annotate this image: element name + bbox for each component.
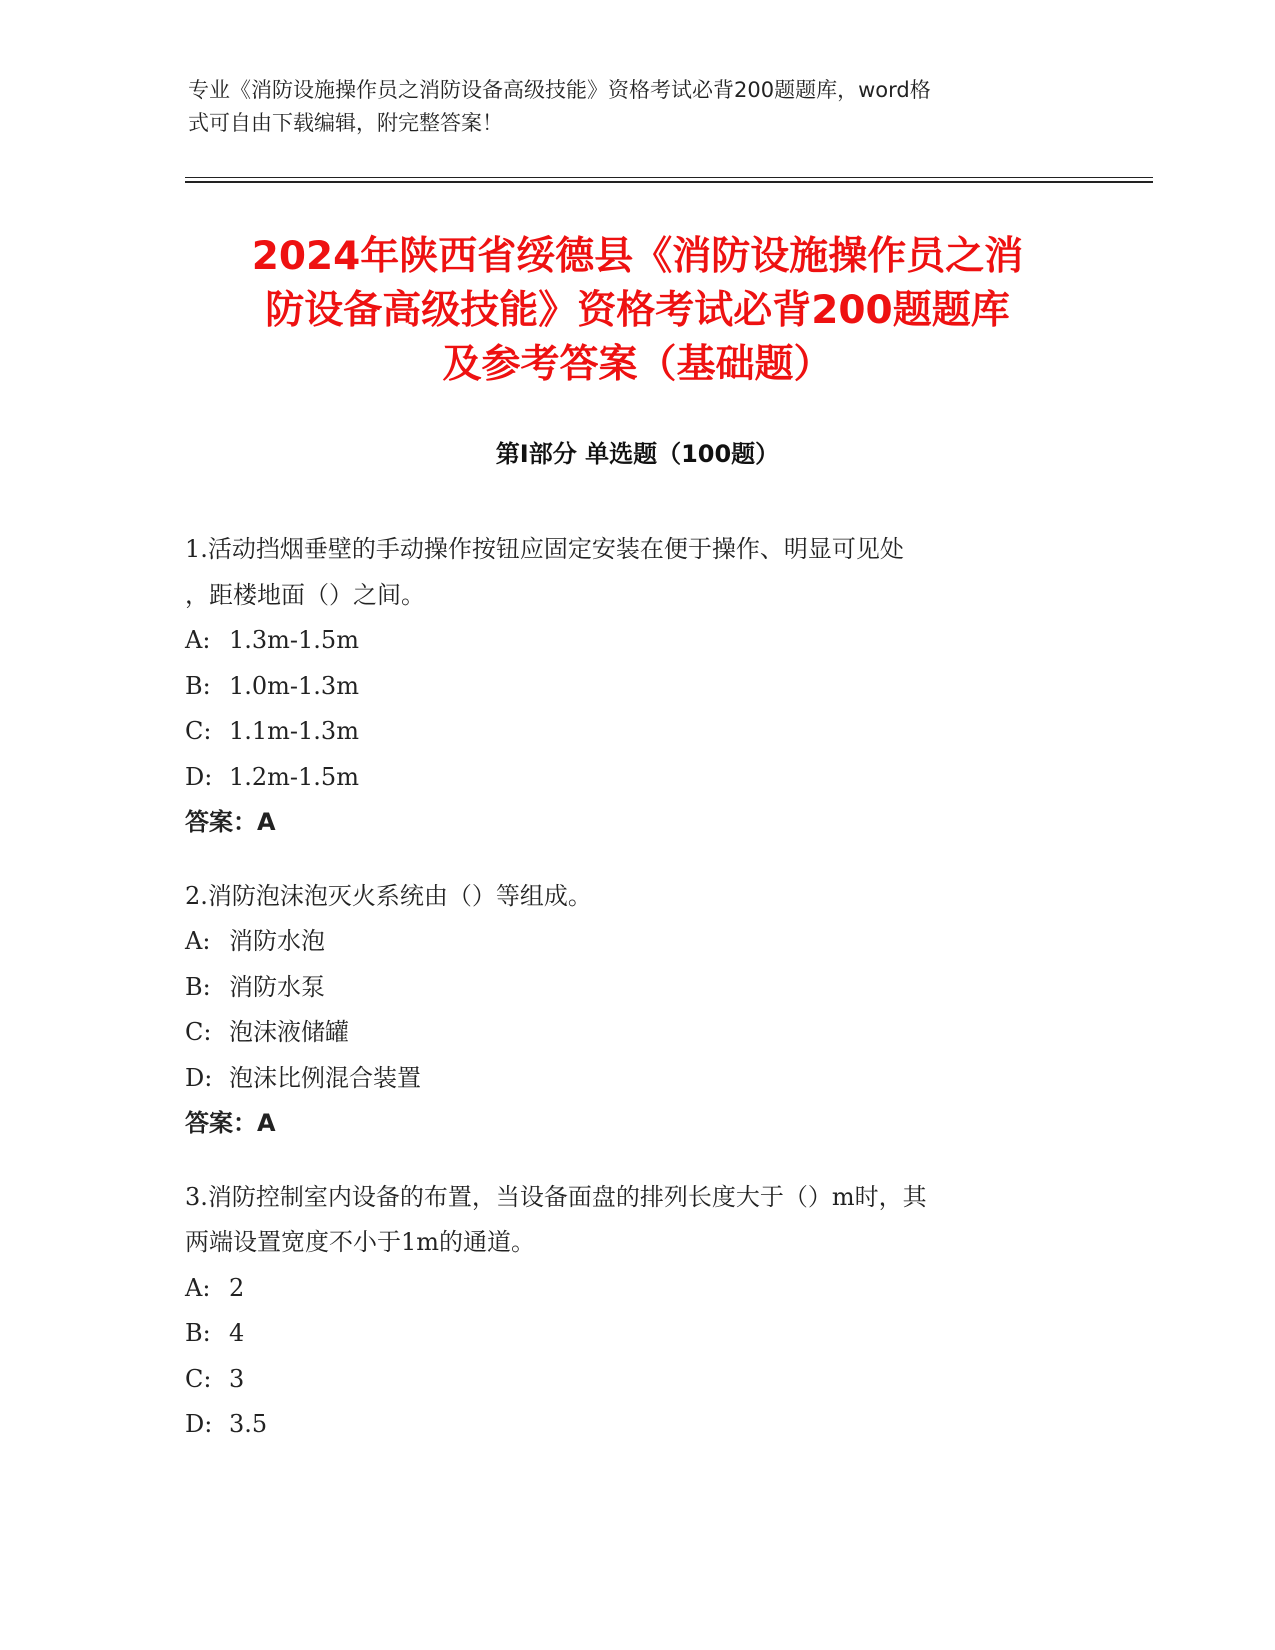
header-note-line-1: 专业《消防设施操作员之消防设备高级技能》资格考试必背200题题库，word格	[188, 78, 931, 102]
option-key: A:	[185, 1273, 211, 1302]
option-text: 4	[229, 1319, 245, 1347]
document-title	[150, 230, 1125, 392]
option-a	[185, 618, 1085, 664]
option-key: B:	[185, 671, 211, 700]
header-divider-thin	[185, 177, 1153, 178]
option-text: 1.1m-1.3m	[229, 717, 359, 745]
answer: 答案：A	[185, 1109, 276, 1137]
question-stem-line-1: 2.消防泡沫泡灭火系统由（）等组成。	[185, 881, 592, 910]
option-c	[185, 1010, 1085, 1056]
title-line-3: 及参考答案（基础题）	[442, 342, 833, 387]
section-title: 第Ⅰ部分 单选题（100题）	[495, 440, 780, 468]
header-note-line-2: 式可自由下载编辑，附完整答案！	[188, 111, 503, 135]
title-line-2: 防设备高级技能》资格考试必背200题题库	[265, 288, 1010, 333]
question-1	[185, 527, 1085, 846]
option-text: 泡沫比例混合装置	[229, 1063, 421, 1092]
question-stem-line-2: 两端设置宽度不小于1m的通道。	[185, 1228, 536, 1256]
option-key: B:	[185, 972, 211, 1001]
option-key: D:	[185, 762, 213, 791]
option-key: B:	[185, 1319, 211, 1347]
option-c	[185, 709, 1085, 755]
option-text: 消防水泵	[229, 972, 325, 1001]
option-text: 3	[229, 1364, 245, 1393]
option-key: C:	[185, 1364, 212, 1393]
title-line-1: 2024年陕西省绥德县《消防设施操作员之消	[251, 234, 1024, 279]
option-key: A:	[185, 626, 211, 654]
question-3	[185, 1175, 1085, 1448]
header-note	[188, 74, 1088, 140]
option-key: D:	[185, 1063, 213, 1092]
option-a	[185, 1266, 1085, 1312]
option-b	[185, 664, 1085, 710]
option-text: 3.5	[229, 1410, 268, 1438]
option-b	[185, 1311, 1085, 1357]
option-d	[185, 1402, 1085, 1448]
question-2	[185, 874, 1085, 1147]
option-text: 1.3m-1.5m	[229, 626, 359, 654]
option-text: 泡沫液储罐	[229, 1018, 349, 1046]
answer: 答案：A	[185, 808, 276, 836]
question-stem-line-1: 1.活动挡烟垂壁的手动操作按钮应固定安装在便于操作、明显可见处	[185, 535, 904, 563]
option-d	[185, 1056, 1085, 1102]
option-key: A:	[185, 927, 211, 955]
option-text: 1.2m-1.5m	[229, 762, 359, 791]
question-stem-line-2: ，距楼地面（）之间。	[185, 580, 425, 609]
option-a	[185, 919, 1085, 965]
question-list	[185, 527, 1085, 1476]
option-text: 1.0m-1.3m	[229, 671, 359, 700]
option-text: 2	[229, 1273, 245, 1302]
option-d	[185, 755, 1085, 801]
question-stem-line-1: 3.消防控制室内设备的布置，当设备面盘的排列长度大于（）m时，其	[185, 1182, 927, 1211]
option-key: D:	[185, 1410, 213, 1438]
option-c	[185, 1357, 1085, 1403]
option-key: C:	[185, 717, 212, 745]
header-divider-thick	[185, 181, 1153, 183]
option-text: 消防水泡	[229, 927, 325, 955]
option-b	[185, 965, 1085, 1011]
option-key: C:	[185, 1018, 212, 1046]
